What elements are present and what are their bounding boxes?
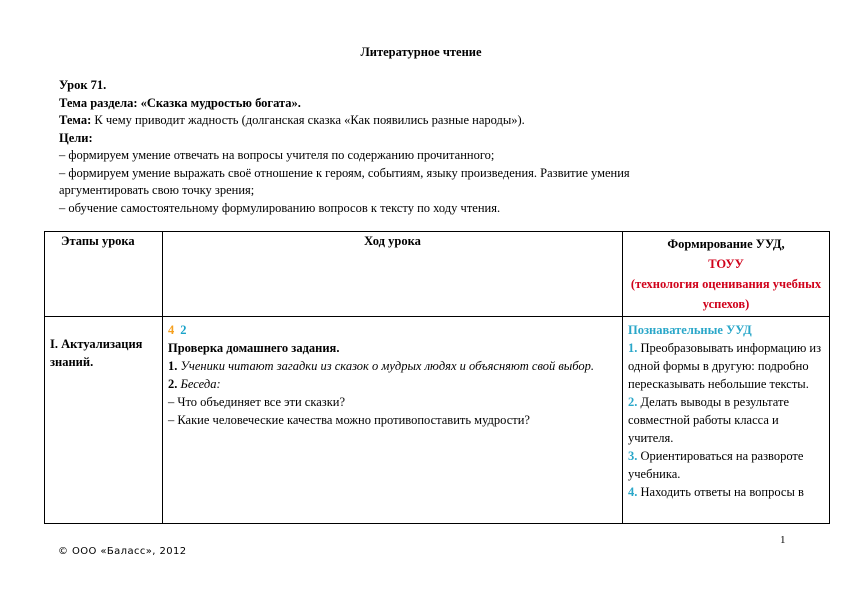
lesson-number: Урок 71. — [59, 78, 107, 92]
course-item-1 — [168, 357, 617, 375]
goal-item: – формируем умение выражать своё отношение к героям, событиям, языку произведения. Развитие умения аргументировать свою точку зрения; — [59, 165, 630, 197]
homework-check-title: Проверка домашнего задания. — [168, 341, 340, 355]
page-number: 1 — [780, 534, 786, 546]
topic-text: К чему приводит жадность (долганская сказка «Как появились разные народы»). — [91, 113, 525, 127]
uud-item — [628, 483, 824, 501]
lesson-intro — [59, 77, 719, 217]
item-text: Ученики читают загадки из сказок о мудрых людях и объясняют свой выбор. — [177, 359, 595, 373]
goals-label: Цели: — [59, 130, 93, 145]
uud-item-number: 4. — [628, 485, 638, 499]
header-course: Ход урока — [163, 232, 623, 317]
item-number: 1. — [168, 359, 178, 373]
document-title: Литературное чтение — [360, 45, 482, 59]
uud-item-text: Преобразовывать информацию из одной формы в другую: подробно пересказывать небольшие тексты. — [628, 341, 822, 391]
goal-item: – формируем умение отвечать на вопросы учителя по содержанию прочитанного; — [59, 148, 495, 162]
number-blue: 2 — [180, 323, 187, 337]
header-formation-line1: Формирование УУД, — [667, 237, 785, 251]
stage-cell: I. Актуализация знаний. — [45, 317, 163, 524]
table-header-row — [45, 232, 830, 317]
header-formation — [623, 232, 830, 317]
uud-item-text: Делать выводы в результате совместной работы класса и учителя. — [628, 395, 790, 445]
course-cell — [163, 317, 623, 524]
uud-item-text: Ориентироваться на развороте учебника. — [628, 449, 804, 481]
lesson-topic — [59, 112, 719, 130]
header-stages: Этапы урока — [45, 232, 163, 317]
formation-cell — [623, 317, 830, 524]
uud-item-text: Находить ответы на вопросы в — [637, 485, 804, 499]
uud-title: Познавательные УУД — [628, 323, 752, 337]
question-1: – Что объединяет все эти сказки? — [168, 395, 346, 409]
uud-item — [628, 393, 824, 447]
uud-item — [628, 339, 824, 393]
slide-numbers — [168, 321, 617, 339]
question-2: – Какие человеческие качества можно противопоставить мудрости? — [168, 413, 530, 427]
goal-item: – обучение самостоятельному формулированию вопросов к тексту по ходу чтения. — [59, 200, 501, 215]
uud-item-number: 3. — [628, 449, 638, 463]
copyright-footer: © ООО «Баласс», 2012 — [58, 546, 187, 557]
uud-item-number: 1. — [628, 341, 638, 355]
item-text: Беседа: — [177, 377, 221, 391]
header-toyu: ТОУУ — [708, 257, 744, 271]
section-topic: Тема раздела: «Сказка мудростью богата». — [59, 95, 301, 110]
uud-item-number: 2. — [628, 395, 638, 409]
course-item-2 — [168, 375, 617, 393]
header-toyu-desc: (технология оценивания учебных успехов) — [630, 277, 822, 311]
topic-label: Тема: — [59, 113, 92, 127]
table-row — [45, 317, 830, 524]
item-number: 2. — [168, 377, 178, 391]
number-orange: 4 — [168, 323, 175, 337]
uud-item — [628, 447, 824, 483]
lesson-table — [44, 231, 830, 524]
